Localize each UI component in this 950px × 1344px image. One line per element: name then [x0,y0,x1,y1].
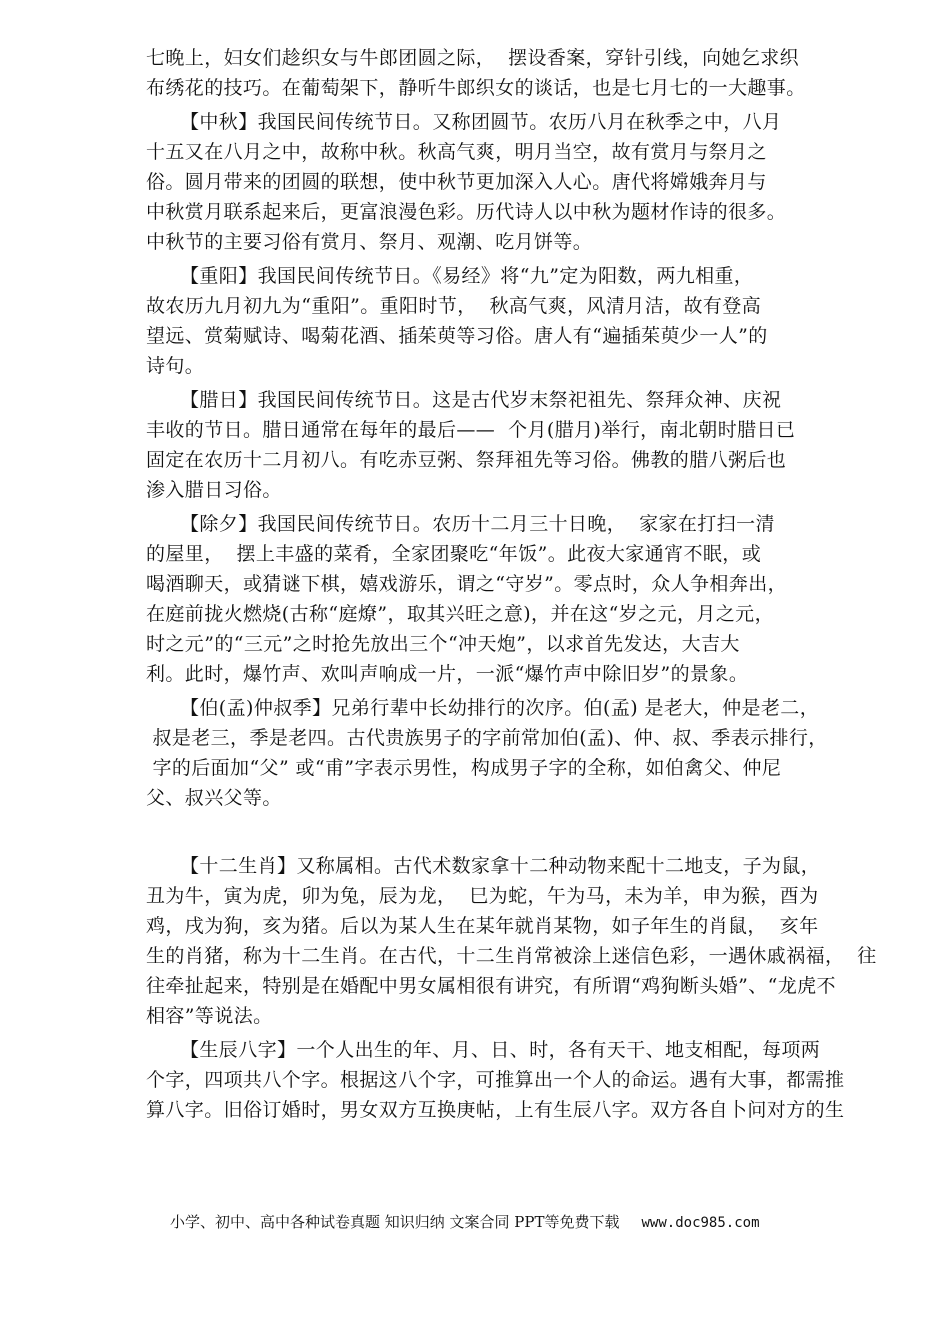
text-line: 父、叔兴父等。 [146,787,282,809]
text-line: 【生辰八字】一个人出生的年、月、日、时，各有天干、地支相配，每项两 [180,1039,821,1061]
text-line: 俗。圆月带来的团圆的联想，使中秋节更加深入人心。唐代将嫦娥奔月与 [146,171,767,193]
text-line: 喝酒聊天，或猜谜下棋，嬉戏游乐，谓之“守岁”。零点时，众人争相奔出， [146,573,788,595]
text-line: 【腊日】我国民间传统节日。这是古代岁末祭祀祖先、祭拜众神、庆祝 [180,389,782,411]
text-line: 鸡，戌为狗，亥为猪。后以为某人生在某年就肖某物，如子年生的肖鼠， 亥年 [146,915,819,937]
text-line: 时之元”的“三元”之时抢先放出三个“冲天炮”，以求首先发达，大吉大 [146,633,740,655]
text-line: 叔是老三，季是老四。古代贵族男子的字前常加伯(孟)、仲、叔、季表示排行， [146,727,828,749]
text-line: 中秋节的主要习俗有赏月、祭月、观潮、吃月饼等。 [146,231,593,253]
text-line: 【伯(孟)仲叔季】兄弟行辈中长幼排行的次序。伯(孟) 是老大，仲是老二， [180,697,820,719]
footer-text: 小学、初中、高中各种试卷真题 知识归纳 文案合同 PPT等免费下载 [170,1213,620,1231]
text-line: 字的后面加“父” 或“甫”字表示男性，构成男子字的全称，如伯禽父、仲尼 [146,757,782,779]
text-line: 渗入腊日习俗。 [146,479,282,501]
text-line: 望远、赏菊赋诗、喝菊花酒、插茱萸等习俗。唐人有“遍插茱萸少一人”的 [146,325,768,347]
text-line: 故农历九月初九为“重阳”。重阳时节， 秋高气爽，风清月洁，故有登高 [146,295,762,317]
text-line: 利。此时，爆竹声、欢叫声响成一片，一派“爆竹声中除旧岁”的景象。 [146,663,749,685]
text-line: 算八字。旧俗订婚时，男女双方互换庚帖，上有生辰八字。双方各自卜问对方的生 [146,1099,845,1121]
text-line: 中秋赏月联系起来后，更富浪漫色彩。历代诗人以中秋为题材作诗的很多。 [146,201,787,223]
text-line: 【除夕】我国民间传统节日。农历十二月三十日晚， 家家在打扫一清 [180,513,775,535]
text-line: 布绣花的技巧。在葡萄架下，静听牛郎织女的谈话，也是七月七的一大趣事。 [146,77,806,99]
text-line: 【重阳】我国民间传统节日。《易经》将“九”定为阳数，两九相重， [180,265,754,287]
text-line: 【中秋】我国民间传统节日。又称团圆节。农历八月在秋季之中，八月 [180,111,782,133]
text-line: 【十二生肖】又称属相。古代术数家拿十二种动物来配十二地支，子为鼠， [180,855,821,877]
text-line: 个字，四项共八个字。根据这八个字，可推算出一个人的命运。遇有大事，都需推 [146,1069,845,1091]
footer-url[interactable]: www.doc985.com [641,1215,760,1231]
text-line: 十五又在八月之中，故称中秋。秋高气爽，明月当空，故有赏月与祭月之 [146,141,767,163]
text-line: 丑为牛，寅为虎，卯为兔，辰为龙， 巳为蛇，午为马，未为羊，申为猴，酉为 [146,885,819,907]
text-line: 相容”等说法。 [146,1005,273,1027]
text-line: 的屋里， 摆上丰盛的菜肴，全家团聚吃“年饭”。此夜大家通宵不眠，或 [146,543,762,565]
text-line: 七晚上，妇女们趁织女与牛郎团圆之际， 摆设香案，穿针引线，向她乞求织 [146,47,800,69]
text-line: 在庭前拢火燃烧(古称“庭燎”，取其兴旺之意)，并在这“岁之元，月之元， [146,603,774,625]
text-line: 固定在农历十二月初八。有吃赤豆粥、祭拜祖先等习俗。佛教的腊八粥后也 [146,449,787,471]
text-line: 丰收的节日。腊日通常在每年的最后—— 个月(腊月)举行，南北朝时腊日已 [146,419,796,441]
text-line: 诗句。 [146,355,205,377]
page-footer [170,1210,760,1235]
text-line: 往牵扯起来，特别是在婚配中男女属相很有讲究，有所谓“鸡狗断头婚”、“龙虎不 [146,975,836,997]
text-line: 生的肖猪，称为十二生肖。在古代，十二生肖常被涂上迷信色彩，一遇休戚祸福， 往 [146,945,877,967]
